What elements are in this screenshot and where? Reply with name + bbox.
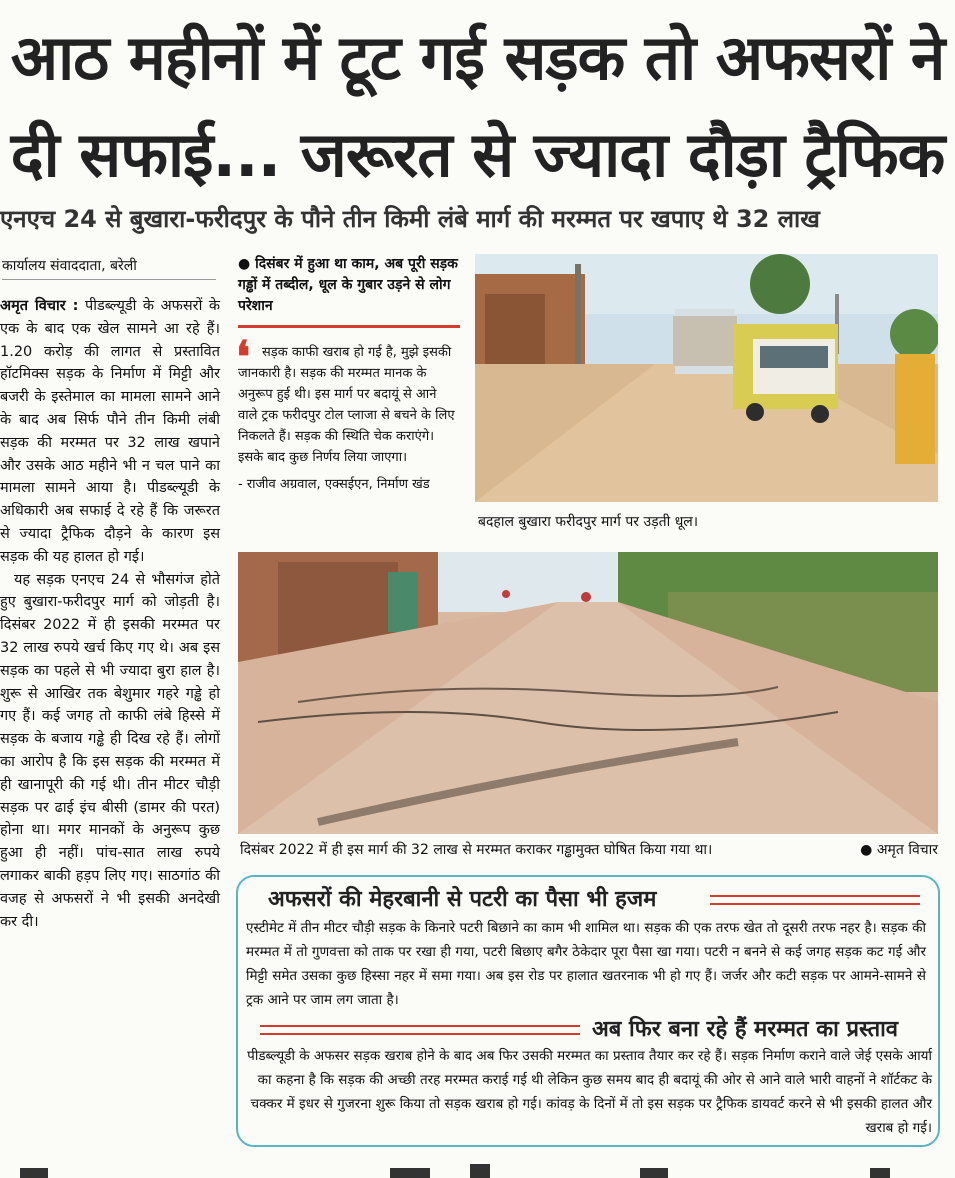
headline-line-2: दी सफाई... जरूरत से ज्यादा दौड़ा ट्रैफिक [10,118,945,191]
heading-rule-2 [260,1025,580,1035]
article-body [0,295,220,933]
dateline: अमृत विचार : [0,298,79,314]
photo-2-caption: दिसंबर 2022 में ही इस मार्ग की 32 लाख से मरम्मत कराकर गड्ढामुक्त घोषित किया गया था। [240,842,713,858]
bullet-icon: ● [238,256,251,272]
article-paragraph-1 [0,295,220,569]
byline: कार्यालय संवाददाता, बरेली [2,256,216,280]
quote-attribution: - राजीव अग्रवाल, एक्सईएन, निर्माण खंड [238,477,430,492]
article-paragraph-2: यह सड़क एनएच 24 से भौसगंज होते हुए बुखारा-फरीदपुर मार्ग को जोड़ती है। दिसंबर 2022 में ही इसकी मरम्मत पर 32 लाख रुपये खर्च किए गए थे। अब इस सड़क का पहले से भी ज्यादा बुरा हाल है। शुरू से आखिर तक बेशुमार गहरे गड्ढे हो गए हैं। कई जगह तो काफी लंबे हिस्से में सड़क के बजाय गड्ढे ही दिख रहे हैं। लोगों का आरोप है कि इस सड़क की मरम्मत में ही खानापूरी की गई थी। तीन मीटर चौड़ी सड़क पर ढाई इंच बीसी (डामर की परत) होना था। मगर मानकों के अनुरूप कुछ हुआ ही नहीं। पांच-सात लाख रुपये लगाकर बाकी हड़प लिए गए। साठगांठ की वजह से अफसरों ने भी इसकी अनदेखी कर दी। [0,571,220,930]
box-paragraph-2: पीडब्ल्यूडी के अफसर सड़क खराब होने के बाद अब फिर उसकी मरम्मत का प्रस्ताव तैयार कर रहे हैं। सड़क निर्माण कराने वाले जेई एसके आर्या का कहना है कि सड़क की अच्छी तरह मरम्मत कराई गई थी लेकिन कुछ समय बाद ही बदायूं की ओर से आने वाले भारी वाहनों ने शॉर्टकट के चक्कर में इधर से गुजरना शुरू किया तो सड़क खराब हो गई। कांवड़ के दिनों में तो इस सड़क पर ट्रैफिक डायवर्ट करने से भी इसकी हालत और खराब हो गई। [247,1048,932,1136]
highlight-box [238,254,460,328]
heading-rule-1 [710,895,920,905]
box-heading-1: अफसरों की मेहरबानी से पटरी का पैसा भी हजम [268,887,657,912]
photo-credit: ● अमृत विचार [860,842,938,858]
box-heading-2: अब फिर बना रहे हैं मरम्मत का प्रस्ताव [592,1017,899,1042]
box-paragraph-1: एस्टीमेट में तीन मीटर चौड़ी सड़क के किनारे पटरी बिछाने का काम भी शामिल था। सड़क की एक तरफ खेत तो दूसरी तरफ नहर है। सड़क की मरम्मत में तो गुणवत्ता को ताक पर रखा ही गया, पटरी बिछाए बगैर ठेकेदार पूरा पैसा खा गया। पटरी न बनने से कई जगह सड़क कट गई और मिट्टी समेत उसका कुछ हिस्सा नहर में समा गया। अब इस रोड पर हालात खतरनाक भी हो गए हैं। जर्जर और कटी सड़क पर आमने-सामने से ट्रक आने पर जाम लग जाता है। [246,920,926,1008]
quote-text: सड़क काफी खराब हो गई है, मुझे इसकी जानकारी है। सड़क की मरम्मत मानक के अनुरूप हुई थी। इस मार्ग पर बदायूं से आने वाले ट्रक फरीदपुर टोल प्लाजा से बचने के लिए निकलते हैं। सड़क की स्थिति चेक कराएंगे। इसके बाद कुछ निर्णय लिया जाएगा। [238,345,455,465]
next-article-cut-off [0,1160,955,1178]
photo-damaged-road-illustration [238,552,938,834]
quote-mark-icon: ❛ [236,332,251,383]
headline-line-1: आठ महीनों में टूट गई सड़क तो अफसरों ने [10,21,945,94]
cut-off-text-fragments [0,1160,955,1178]
subheadline: एनएच 24 से बुखारा-फरीदपुर के पौने तीन किमी लंबे मार्ग की मरम्मत पर खपाए थे 32 लाख [0,205,820,233]
photo-1-caption: बदहाल बुखारा फरीदपुर मार्ग पर उड़ती धूल। [478,514,699,530]
official-quote [238,342,458,495]
photo-dusty-road-trucks [475,254,938,502]
photo-dusty-road-illustration [475,254,938,502]
highlight-text: दिसंबर में हुआ था काम, अब पूरी सड़क गड्ढों में तब्दील, धूल के गुबार उड़ने से लोग परेशान [238,256,458,314]
photo-damaged-road [238,552,938,834]
article-paragraph-1-text: पीडब्ल्यूडी के अफसरों के एक के बाद एक खेल सामने आ रहे हैं। 1.20 करोड़ की लागत से प्रस्तावित हॉटमिक्स सड़क के निर्माण में मिट्टी और बजरी के इस्तेमाल का मामला सामने आने के बाद अब सिर्फ पौने तीन किमी लंबी सड़क की मरम्मत पर 32 लाख खपाने और उसके आठ महीने भी न चल पाने का मामला सामने आया है। पीडब्ल्यूडी के अधिकारी अब सफाई दे रहे हैं कि जरूरत से ज्यादा ट्रैफिक दौड़ने के कारण इस सड़क की यह हालत हो गई। [0,298,220,565]
